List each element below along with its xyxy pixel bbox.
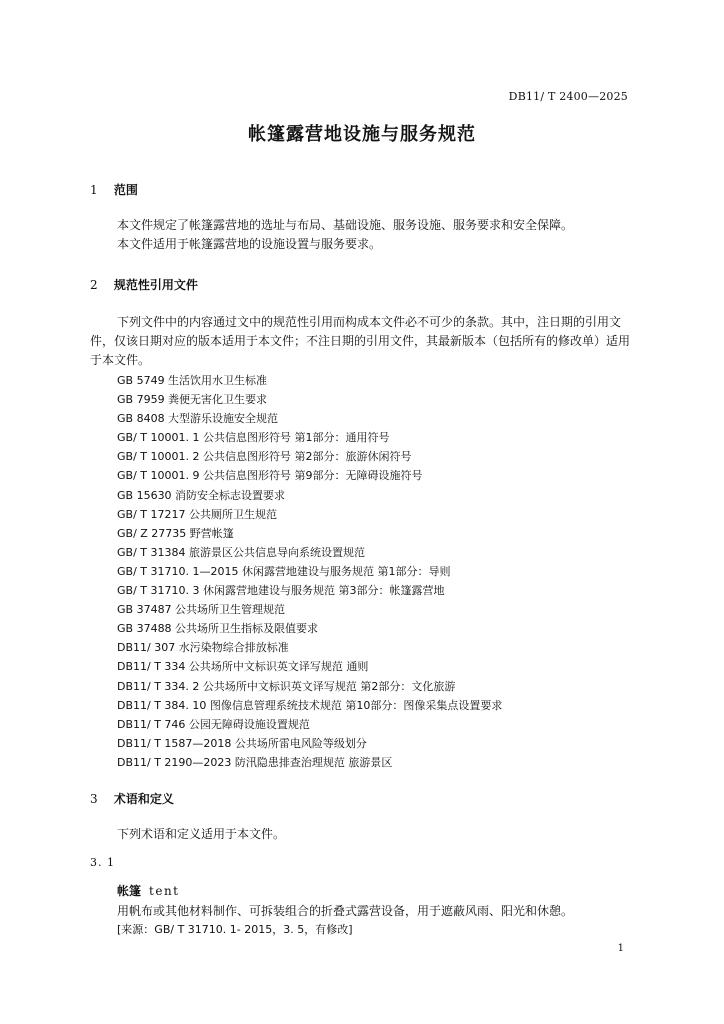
term-chinese: 帐篷	[117, 884, 142, 898]
reference-item: GB 37487 公共场所卫生管理规范	[117, 603, 286, 617]
section-2-intro: 下列文件中的内容通过文中的规范性引用而构成本文件必不可少的条款。其中，注日期的引用文件，仅该日期对应的版本适用于本文件；不注日期的引用文件，其最新版本（包括所有的修改单）适用于本文件。	[90, 315, 631, 367]
section-3-intro: 下列术语和定义适用于本文件。	[117, 827, 286, 841]
normative-reference-list	[117, 371, 502, 772]
reference-item: GB/ T 31710. 1—2015 休闲露营地建设与服务规范 第1部分：导则	[117, 564, 451, 578]
reference-item: GB/ T 31710. 3 休闲露营地建设与服务规范 第3部分：帐篷露营地	[117, 584, 445, 598]
reference-item: GB 15630 消防安全标志设置要求	[117, 488, 286, 502]
reference-item: GB/ T 31384 旅游景区公共信息导向系统设置规范	[117, 545, 365, 559]
reference-item: GB 5749 生活饮用水卫生标准	[117, 374, 268, 387]
term-definition: 用帆布或其他材料制作、可拆装组合的折叠式露营设备，用于遮蔽风雨、阳光和休憩。	[117, 904, 574, 918]
term-english: tent	[149, 884, 180, 898]
reference-item: DB11/ 307 水污染物综合排放标准	[117, 641, 289, 655]
reference-item: GB 7959 粪便无害化卫生要求	[117, 393, 268, 407]
section-1-paragraph-1: 本文件规定了帐篷露营地的选址与布局、基础设施、服务设施、服务要求和安全保障。	[117, 218, 574, 232]
reference-item: DB11/ T 1587—2018 公共场所雷电风险等级划分	[117, 736, 367, 750]
section-3-heading	[90, 790, 174, 807]
section-number: 1	[90, 183, 98, 197]
reference-item: DB11/ T 334 公共场所中文标识英文译写规范 通则	[117, 660, 369, 674]
reference-item: GB 8408 大型游乐设施安全规范	[117, 412, 279, 426]
reference-item: GB/ T 10001. 1 公共信息图形符号 第1部分：通用符号	[117, 431, 390, 445]
term-source: [来源：GB/ T 31710. 1- 2015，3. 5，有修改]	[117, 923, 353, 936]
reference-item: DB11/ T 746 公园无障碍设施设置规范	[117, 717, 310, 731]
section-1-paragraph-2: 本文件适用于帐篷露营地的设施设置与服务要求。	[117, 237, 382, 251]
reference-item: DB11/ T 2190—2023 防汛隐患排查治理规范 旅游景区	[117, 755, 393, 769]
reference-item: DB11/ T 384. 10 图像信息管理系统技术规范 第10部分：图像采集点设置要求	[117, 698, 503, 712]
reference-item: GB/ T 17217 公共厕所卫生规范	[117, 507, 277, 521]
reference-item: GB/ T 10001. 2 公共信息图形符号 第2部分：旅游休闲符号	[117, 450, 412, 464]
section-title: 术语和定义	[113, 792, 174, 806]
section-number: 2	[90, 278, 98, 292]
reference-item: DB11/ T 334. 2 公共场所中文标识英文译写规范 第2部分：文化旅游	[117, 679, 456, 693]
section-title: 范围	[113, 183, 138, 197]
term-number: 3. 1	[90, 856, 115, 869]
standard-code: DB11/ T 2400—2025	[508, 90, 628, 103]
section-1-heading	[90, 181, 138, 198]
section-title: 规范性引用文件	[113, 278, 198, 292]
term-heading	[117, 882, 180, 899]
document-title: 帐篷露营地设施与服务规范	[248, 124, 476, 145]
page-number: 1	[617, 943, 624, 954]
reference-item: GB 37488 公共场所卫生指标及限值要求	[117, 622, 319, 636]
reference-item: GB/ T 10001. 9 公共信息图形符号 第9部分：无障碍设施符号	[117, 469, 423, 483]
section-2-heading	[90, 276, 198, 293]
reference-item: GB/ Z 27735 野营帐篷	[117, 526, 234, 540]
section-number: 3	[90, 792, 98, 806]
